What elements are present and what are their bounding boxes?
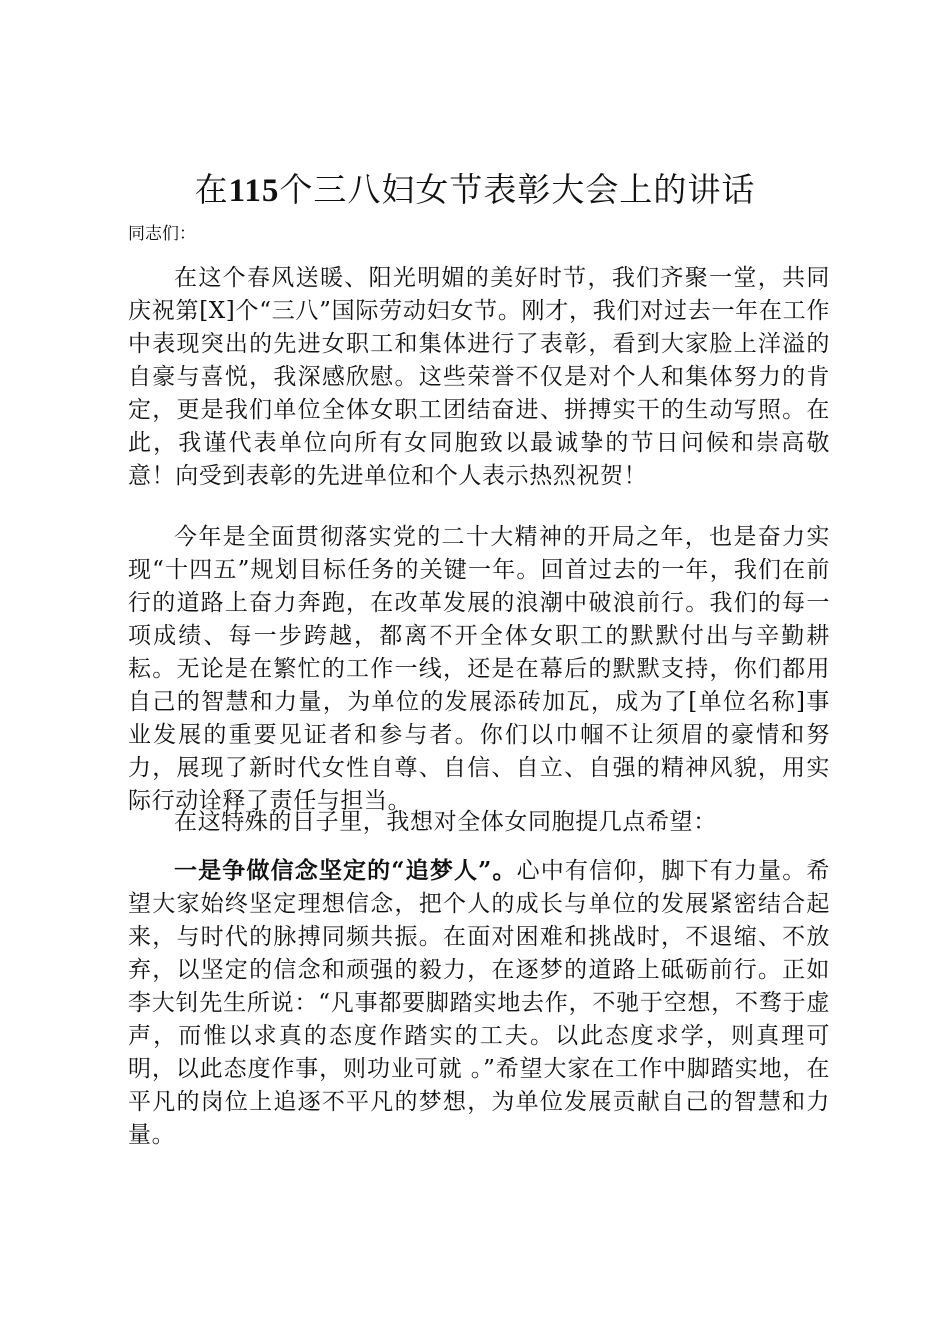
title-suffix: 个三八妇女节表彰大会上的讲话 [279,170,756,209]
point-one-body: 心中有信仰，脚下有力量。希望大家始终坚定理想信念，把个人的成长与单位的发展紧密结合起来，与时代的脉搏同频共振。在面对困难和挑战时，不退缩、不放弃，以坚定的信念和顽强的毅力，在逐梦的道路上砥砺前行。正如李大钊先生所说：“凡事都要脚踏实地去作，不驰于空想，不骛于虚声，而惟以求真的态度作踏实的工夫。以此态度求学，则真理可明，以此态度作事，则功业可就 。”希望大家在工作中脚踏实地，在平凡的岗位上追逐不平凡的梦想，为单位发展贡献自己的智慧和力量。 [128,858,830,1148]
paragraph-point-one [128,854,830,1152]
paragraph-review: 今年是全面贯彻落实党的二十大精神的开局之年，也是奋力实现“十四五”规划目标任务的关键一年。回首过去的一年，我们在前行的道路上奋力奔跑，在改革发展的浪潮中破浪前行。我们的每一项成绩、每一步跨越，都离不开全体女职工的默默付出与辛勤耕耘。无论是在繁忙的工作一线，还是在幕后的默默支持，你们都用自己的智慧和力量，为单位的发展添砖加瓦，成为了[单位名称]事业发展的重要见证者和参与者。你们以巾帼不让须眉的豪情和努力，展现了新时代女性自尊、自信、自立、自强的精神风貌，用实际行动诠释了责任与担当。 [128,524,830,814]
salutation: 同志们： [128,224,196,244]
title-prefix: 在 [194,170,229,209]
point-one-lead: 一是争做信念坚定的“追梦人”。 [174,857,517,884]
paragraph-hopes-intro: 在这特殊的日子里，我想对全体女同胞提几点希望： [174,809,717,835]
paragraph-opening: 在这个春风送暖、阳光明媚的美好时节，我们齐聚一堂，共同庆祝第[X]个“三八”国际劳动妇女节。刚才，我们对过去一年在工作中表现突出的先进女职工和集体进行了表彰，看到大家脸上洋溢的自豪与喜悦，我深感欣慰。这些荣誉不仅是对个人和集体努力的肯定，更是我们单位全体女职工团结奋进、拼搏实干的生动写照。在此，我谨代表单位向所有女同胞致以最诚挚的节日问候和崇高敬意！向受到表彰的先进单位和个人表示热烈祝贺！ [128,265,830,489]
title-number: 115 [228,173,280,209]
document-title [120,166,830,215]
